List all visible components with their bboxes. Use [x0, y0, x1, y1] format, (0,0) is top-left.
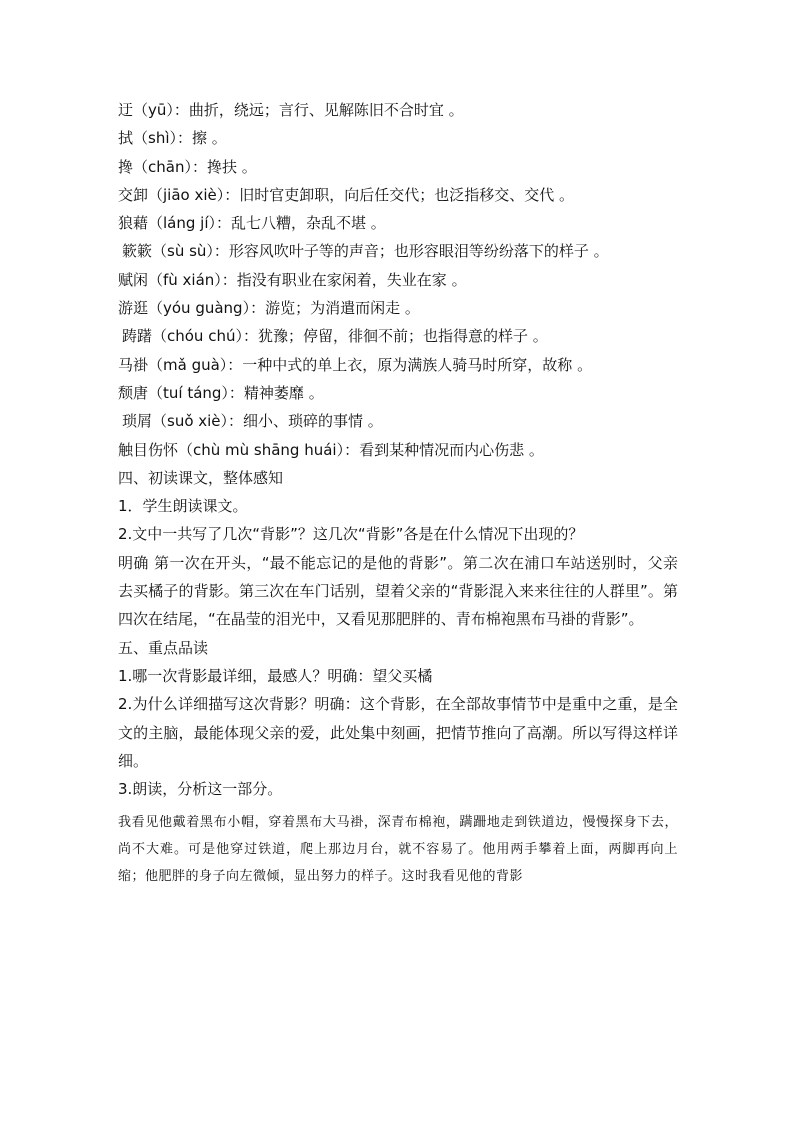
- document-content: [118, 96, 678, 890]
- vocab-item: 琐屑（suǒ xiè）：细小、琐碎的事情 。: [122, 412, 383, 431]
- list-item: 1．学生朗读课文。: [118, 497, 248, 516]
- vocab-item: 马褂（mǎ guà）：一种中式的单上衣，原为满族人骑马时所穿，故称 。: [118, 355, 593, 374]
- vocab-item: 狼藉（láng jí）：乱七八糟，杂乱不堪 。: [118, 214, 386, 233]
- list-item: 1.哪一次背影最详细，最感人？明确：望父买橘: [118, 666, 433, 685]
- section-heading: 五、重点品读: [118, 638, 209, 657]
- answer-paragraph: 明确 第一次在开头，“最不能忘记的是他的背影”。第二次在浦口车站送别时，父亲去买橘子的背影。第三次在车门话别，望着父亲的“背影混入来来往往的人群里”。第四次在结尾，“在晶莹的泪光中，又看见那肥胖的、青布棉袍黑布马褂的背影”。: [118, 553, 678, 629]
- list-item: 3.朗读，分析这一部分。: [118, 780, 283, 799]
- vocab-item: 簌簌（sù sù）：形容风吹叶子等的声音；也形容眼泪等纷纷落下的样子 。: [122, 242, 609, 261]
- quoted-passage: 我看见他戴着黑布小帽，穿着黑布大马褂，深青布棉袍，蹒跚地走到铁道边，慢慢探身下去，尚不大难。可是他穿过铁道，爬上那边月台，就不容易了。他用两手攀着上面，两脚再向上缩；他肥胖的身子向左微倾，显出努力的样子。这时我看见他的背影: [118, 815, 678, 885]
- list-item: 2.文中一共写了几次“背影”？这几次“背影”各是在什么情况下出现的？: [118, 525, 584, 544]
- vocab-item: 触目伤怀（chù mù shāng huái）：看到某种情况而内心伤悲 。: [118, 440, 544, 459]
- vocab-item: 踌躇（chóu chú）：犹豫；停留，徘徊不前；也指得意的样子 。: [122, 327, 548, 346]
- vocab-item: 搀（chān）：搀扶 。: [118, 157, 257, 176]
- vocab-item: 赋闲（fù xián）：指没有职业在家闲着，失业在家 。: [118, 270, 467, 289]
- vocab-item: 交卸（jiāo xiè）：旧时官吏卸职，向后任交代；也泛指移交、交代 。: [118, 185, 575, 204]
- vocab-item: 颓唐（tuí táng）：精神萎靡 。: [118, 383, 324, 402]
- vocab-item: 拭（shì）：擦 。: [118, 129, 227, 148]
- vocab-item: 迂（yū）：曲折，绕远；言行、见解陈旧不合时宜 。: [118, 101, 464, 119]
- vocab-item: 游逛（yóu guàng）：游览；为消遣而闲走 。: [118, 299, 420, 318]
- section-heading: 四、初读课文，整体感知: [118, 468, 284, 487]
- list-item: 2.为什么详细描写这次背影？明确：这个背影，在全部故事情节中是重中之重，是全文的主脑，最能体现父亲的爱，此处集中刻画，把情节推向了高潮。所以写得这样详细。: [118, 695, 678, 770]
